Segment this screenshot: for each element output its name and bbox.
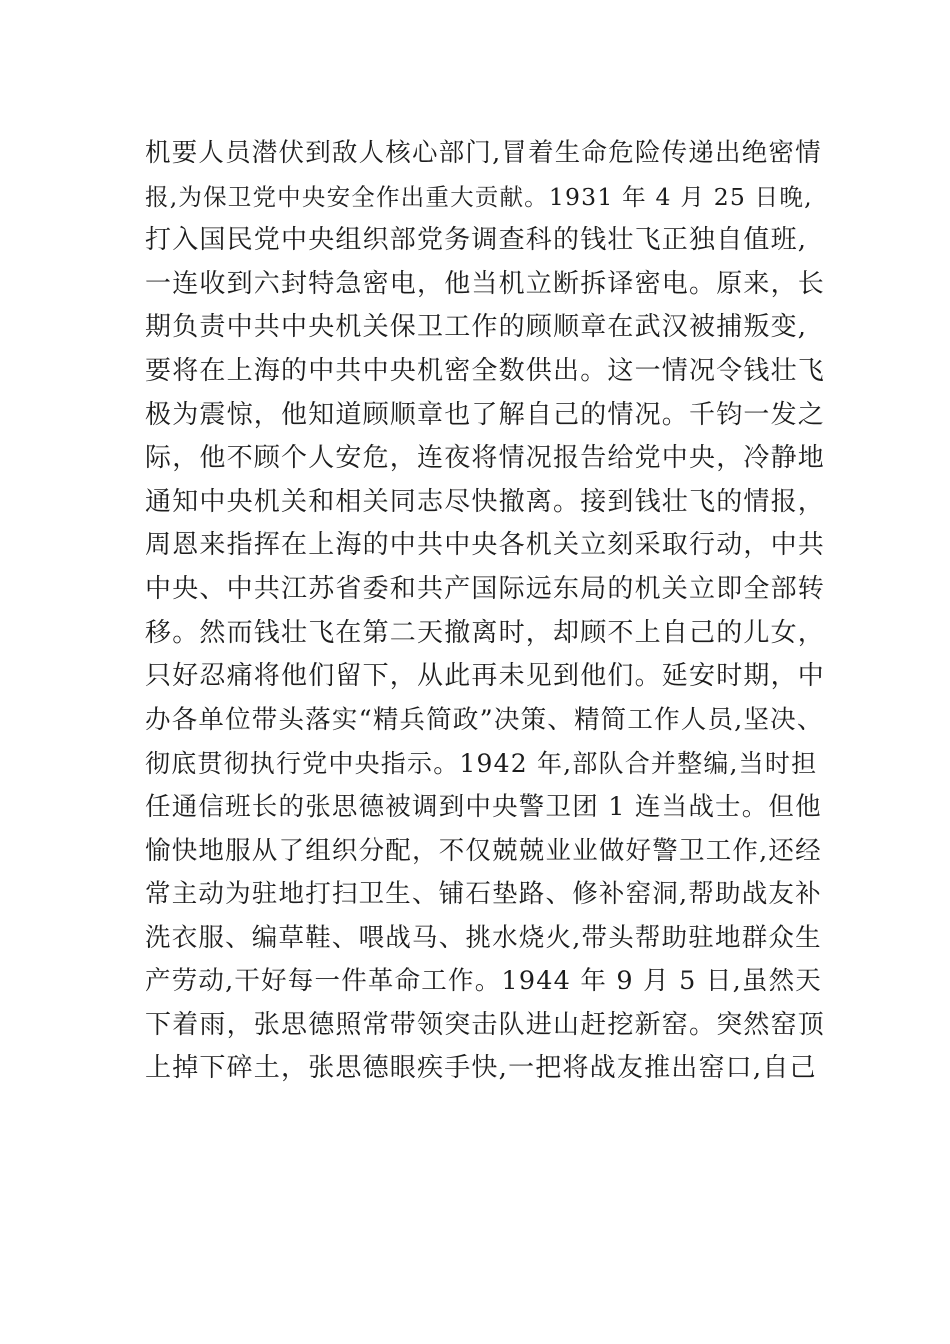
text-line-1: 机要人员潜伏到敌人核心部门,冒着生命危险传递出绝密情 — [145, 138, 822, 168]
text-line-16: 任通信班长的张思德被调到中央警卫团 1 连当战士。但他 — [145, 791, 822, 822]
text-line-15: 彻底贯彻执行党中央指示。1942 年,部队合并整编,当时担 — [145, 749, 818, 779]
text-line-6: 要将在上海的中共中央机密全数供出。这一情况令钱壮飞 — [145, 355, 826, 386]
text-line-9: 通知中央机关和相关同志尽快撤离。接到钱壮飞的情报， — [145, 486, 826, 517]
text-line-4: 一连收到六封特急密电，他当机立断拆译密电。原来，长 — [145, 268, 826, 299]
text-line-18: 常主动为驻地打扫卫生、铺石垫路、修补窑洞,帮助战友补 — [145, 879, 822, 910]
text-line-14: 办各单位带头落实“精兵简政”决策、精简工作人员,坚决、 — [145, 704, 824, 735]
text-line-20: 产劳动,干好每一件革命工作。1944 年 9 月 5 日,虽然天 — [145, 966, 822, 997]
text-line-21: 下着雨，张思德照常带领突击队进山赶挖新窑。突然窑顶 — [145, 1009, 826, 1040]
text-line-3: 打入国民党中央组织部党务调查科的钱壮飞正独自值班, — [145, 225, 808, 256]
text-line-13: 只好忍痛将他们留下，从此再未见到他们。延安时期，中 — [145, 661, 826, 692]
text-line-7: 极为震惊，他知道顾顺章也了解自己的情况。千钧一发之 — [145, 399, 826, 430]
text-line-5: 期负责中共中央机关保卫工作的顾顺章在武汉被捕叛变, — [145, 312, 808, 343]
body-paragraph — [145, 132, 825, 1091]
text-line-2: 报,为保卫党中央安全作出重大贡献。1931 年 4 月 25 日晚, — [145, 182, 813, 211]
text-line-22: 上掉下碎土，张思德眼疾手快,一把将战友推出窑口,自己 — [145, 1053, 817, 1084]
text-line-8: 际，他不顾个人安危，连夜将情况报告给党中央，冷静地 — [145, 443, 826, 474]
text-line-19: 洗衣服、编草鞋、喂战马、挑水烧火,带头帮助驻地群众生 — [145, 922, 822, 953]
text-line-17: 愉快地服从了组织分配，不仅兢兢业业做好警卫工作,还经 — [145, 835, 822, 866]
text-line-10: 周恩来指挥在上海的中共中央各机关立刻采取行动，中共 — [145, 530, 826, 561]
text-line-11: 中央、中共江苏省委和共产国际远东局的机关立即全部转 — [145, 573, 826, 604]
text-line-12: 移。然而钱壮飞在第二天撤离时，却顾不上自己的儿女， — [145, 617, 826, 648]
